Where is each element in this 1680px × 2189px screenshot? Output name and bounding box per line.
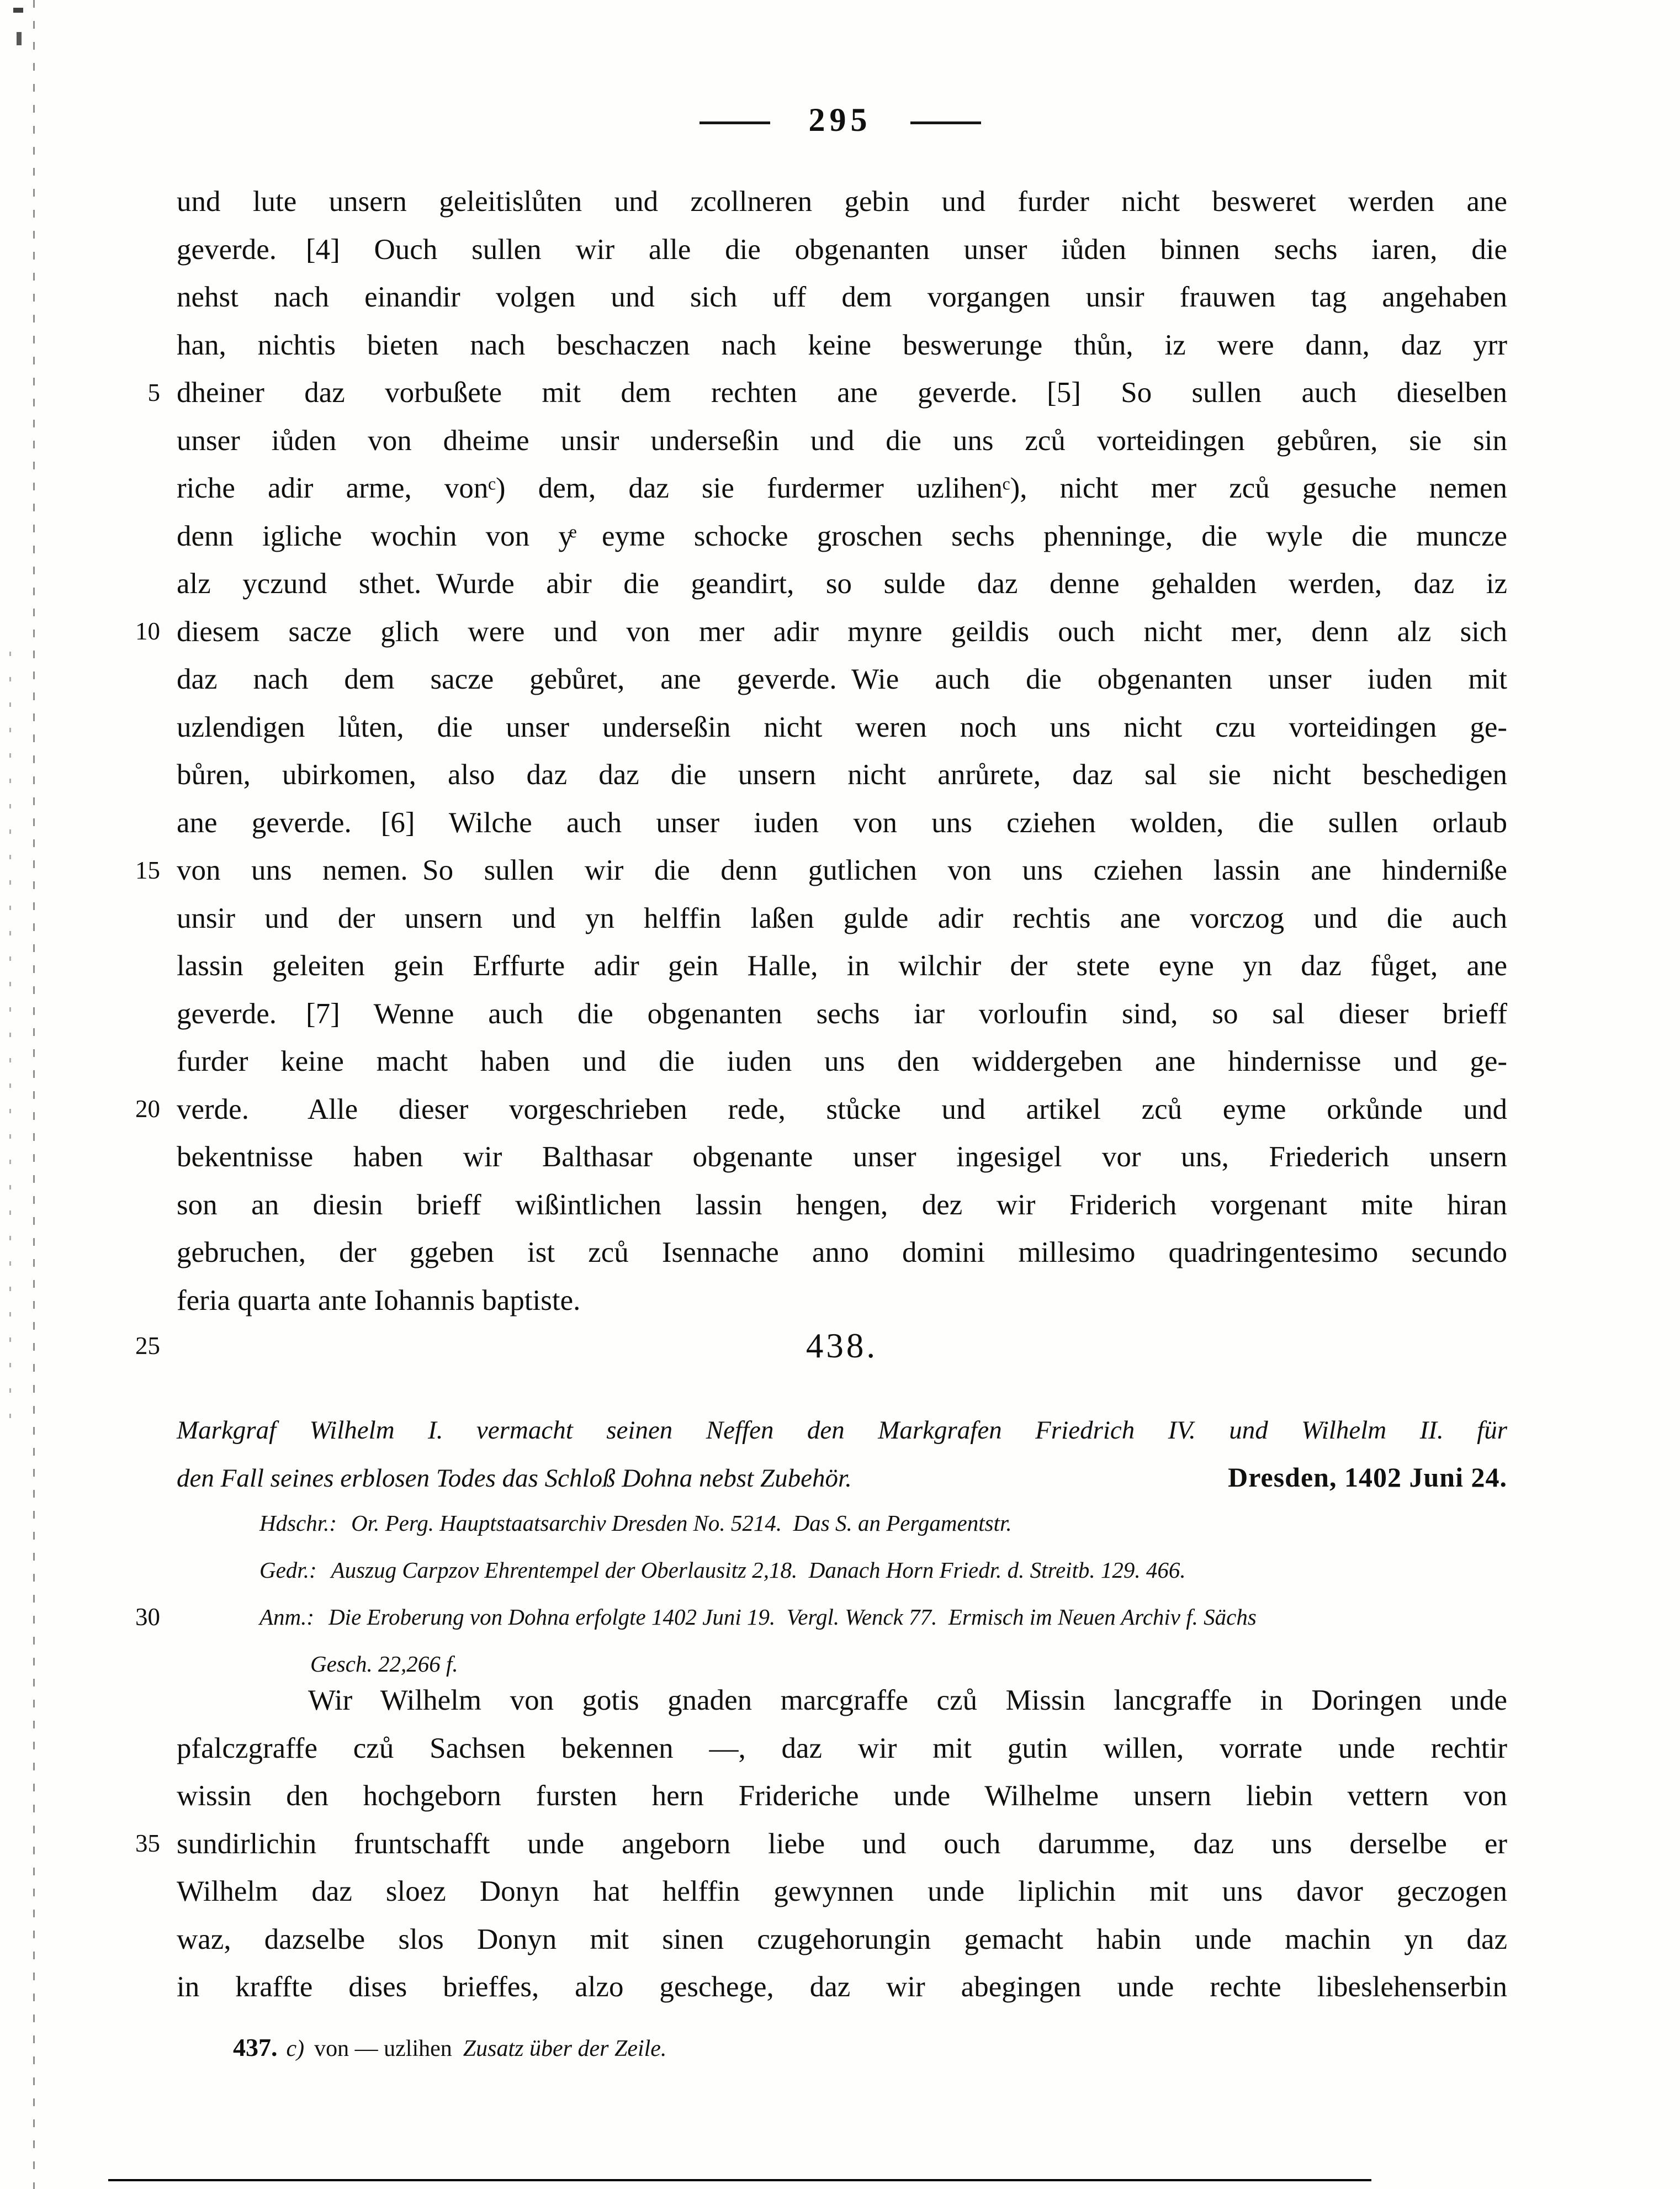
margin-line-number: 5 [147,379,160,406]
note-line [259,1594,1518,1641]
footnote-entry-number: 437. [233,2033,278,2061]
text-line: bůren, ubirkomen, also daz daz die unsern nicht anrůrete, daz sal sie nicht beschedigen [177,759,1507,791]
note-line [259,1500,1518,1547]
text-line: lassin geleiten gein Erffurte adir gein Halle, in wilchir der stete eyne yn daz fůget, ane [177,950,1507,982]
text-line: und lute unsern geleitislůten und zcollneren gebin und furder nicht besweret werden ane [177,186,1507,218]
text-line: unsir und der unsern und yn helffin laßen gulde adir rechtis ane vorczog und die auch [177,902,1507,934]
text-line: Wir Wilhelm von gotis gnaden marcgraffe czů Missin lancgraffe in Doringen unde [308,1684,1507,1716]
regest-line-with-date [177,1454,1507,1501]
note-line [259,1547,1518,1594]
text-line: pfalczgraffe czů Sachsen bekennen —, daz wir mit gutin willen, vorrate unde rechtir [177,1732,1507,1764]
text-line: sundirlichin fruntschafft unde angeborn liebe und ouch darumme, daz uns derselbe er [177,1827,1507,1860]
footnote-comment: Zusatz über der Zeile. [463,2036,667,2061]
regest-line: den Fall seines erblosen Todes das Schloß Dohna nebst Zubehör. [177,1464,852,1493]
text-line: von uns nemen. So sullen wir die denn gutlichen von uns cziehen lassin ane hinderniße [177,854,1507,886]
text-line: bekentnisse haben wir Balthasar obgenante unser ingesigel vor uns, Friederich unsern [177,1141,1507,1173]
text-line: daz nach dem sacze gebůret, ane geverde. Wie auch die obgenanten unser iuden mit [177,663,1507,695]
scan-artifact-speck [13,8,23,13]
text-line: feria quarta ante Iohannis baptiste. [177,1284,581,1316]
footnote-lemma: von — uzlihen [314,2036,452,2061]
text-line: ane geverde. [6] Wilche auch unser iuden von uns cziehen wolden, die sullen orlaub [177,806,1507,839]
text-line: geverde. [4] Ouch sullen wir alle die obgenanten unser iůden binnen sechs iaren, die [177,233,1507,266]
text-line: dheiner daz vorbußete mit dem rechten ane geverde. [5] So sullen auch dieselben [177,377,1507,409]
header-rule-right [910,121,981,124]
charter-place-date: Dresden, 1402 Juni 24. [1228,1462,1507,1493]
scan-artifact-dashed-line [33,0,35,2189]
note-label: Gedr.: [259,1557,317,1583]
text-line: son an diesin brieff wißintlichen lassin hengen, dez wir Friderich vorgenant mite hiran [177,1188,1507,1221]
text-line: unser iůden von dheime unsir underseßin und die uns zců vorteidingen gebůren, sie sin [177,424,1507,457]
text-line: uzlendigen lůten, die unser underseßin nicht weren noch uns nicht czu vorteidingen ge- [177,711,1507,743]
text-line: furder keine macht haben und die iuden uns den widdergeben ane hindernisse und ge- [177,1045,1507,1077]
margin-line-number: 35 [135,1830,160,1857]
margin-line-number: 25 [135,1332,160,1360]
text-line: han, nichtis bieten nach beschaczen nach keine beswerunge thůn, iz were dann, daz yrr [177,329,1507,361]
text-line: waz, dazselbe slos Donyn mit sinen czugehorungin gemacht habin unde machin yn daz [177,1923,1507,1955]
text-line: verde. Alle dieser vorgeschrieben rede, stůcke und artikel zců eyme orkůnde und [177,1093,1507,1125]
margin-line-number: 10 [135,617,160,645]
note-label: Hdschr.: [259,1510,337,1536]
margin-line-number: 30 [135,1603,160,1631]
charter-437-text [177,178,1507,1324]
margin-line-number: 15 [135,856,160,884]
text-line: denn igliche wochin von yͤ eyme schocke groschen sechs phenninge, die wyle die muncze [177,520,1507,552]
scan-artifact-dotted-line [9,652,11,1436]
text-line: geverde. [7] Wenne auch die obgenanten sechs iar vorloufin sind, so sal dieser brieff [177,997,1507,1030]
regest-line: Markgraf Wilhelm I. vermacht seinen Neffen den Markgrafen Friedrich IV. und Wilhelm II. für [177,1416,1507,1445]
text-line: alz yczund sthet. Wurde abir die geandirt, so sulde daz denne gehalden werden, daz iz [177,568,1507,600]
note-text: Gesch. 22,266 f. [310,1651,458,1677]
text-line: in kraffte dises brieffes, alzo geschege, daz wir abegingen unde rechte libeslehenserbin [177,1971,1507,2003]
page-header [0,98,1680,141]
text-line: nehst nach einandir volgen und sich uff dem vorgangen unsir frauwen tag angehaben [177,281,1507,313]
text-line: gebruchen, der ggeben ist zců Isennache anno domini millesimo quadringentesimo secundo [177,1236,1507,1268]
source-notes [259,1500,1518,1688]
charter-438-text [177,1677,1507,2011]
regest [177,1407,1507,1501]
text-line: wissin den hochgeborn fursten hern Frideriche unde Wilhelme unsern liebin vettern von [177,1780,1507,1812]
note-text: Die Eroberung von Dohna erfolgte 1402 Juni 19. Vergl. Wenck 77. Ermisch im Neuen Archiv f. Sächs [328,1604,1257,1630]
page-number: 295 [808,102,872,138]
note-label: Anm.: [259,1604,315,1630]
text-line: Wilhelm daz sloez Donyn hat helffin gewynnen unde liplichin mit uns davor geczogen [177,1875,1507,1907]
note-text: Or. Perg. Hauptstaatsarchiv Dresden No. 5214. Das S. an Pergamentstr. [351,1510,1012,1536]
scan-artifact-speck [17,32,22,45]
text-line: diesem sacze glich were und von mer adir mynre geildis ouch nicht mer, denn alz sich [177,615,1507,648]
footnote [233,2031,1503,2065]
margin-line-number: 20 [135,1095,160,1123]
footnote-mark: c) [286,2036,305,2061]
scan-artifact-bottom-rule [108,2179,1371,2181]
text-line: riche adir arme, vonᶜ) dem, daz sie furdermer uzlihenᶜ), nicht mer zců gesuche nemen [177,472,1507,504]
entry-number-heading: 438. [805,1326,878,1365]
note-text: Auszug Carpzov Ehrentempel der Oberlausitz 2,18. Danach Horn Friedr. d. Streitb. 129. 466. [331,1557,1186,1583]
header-rule-left [699,121,770,124]
